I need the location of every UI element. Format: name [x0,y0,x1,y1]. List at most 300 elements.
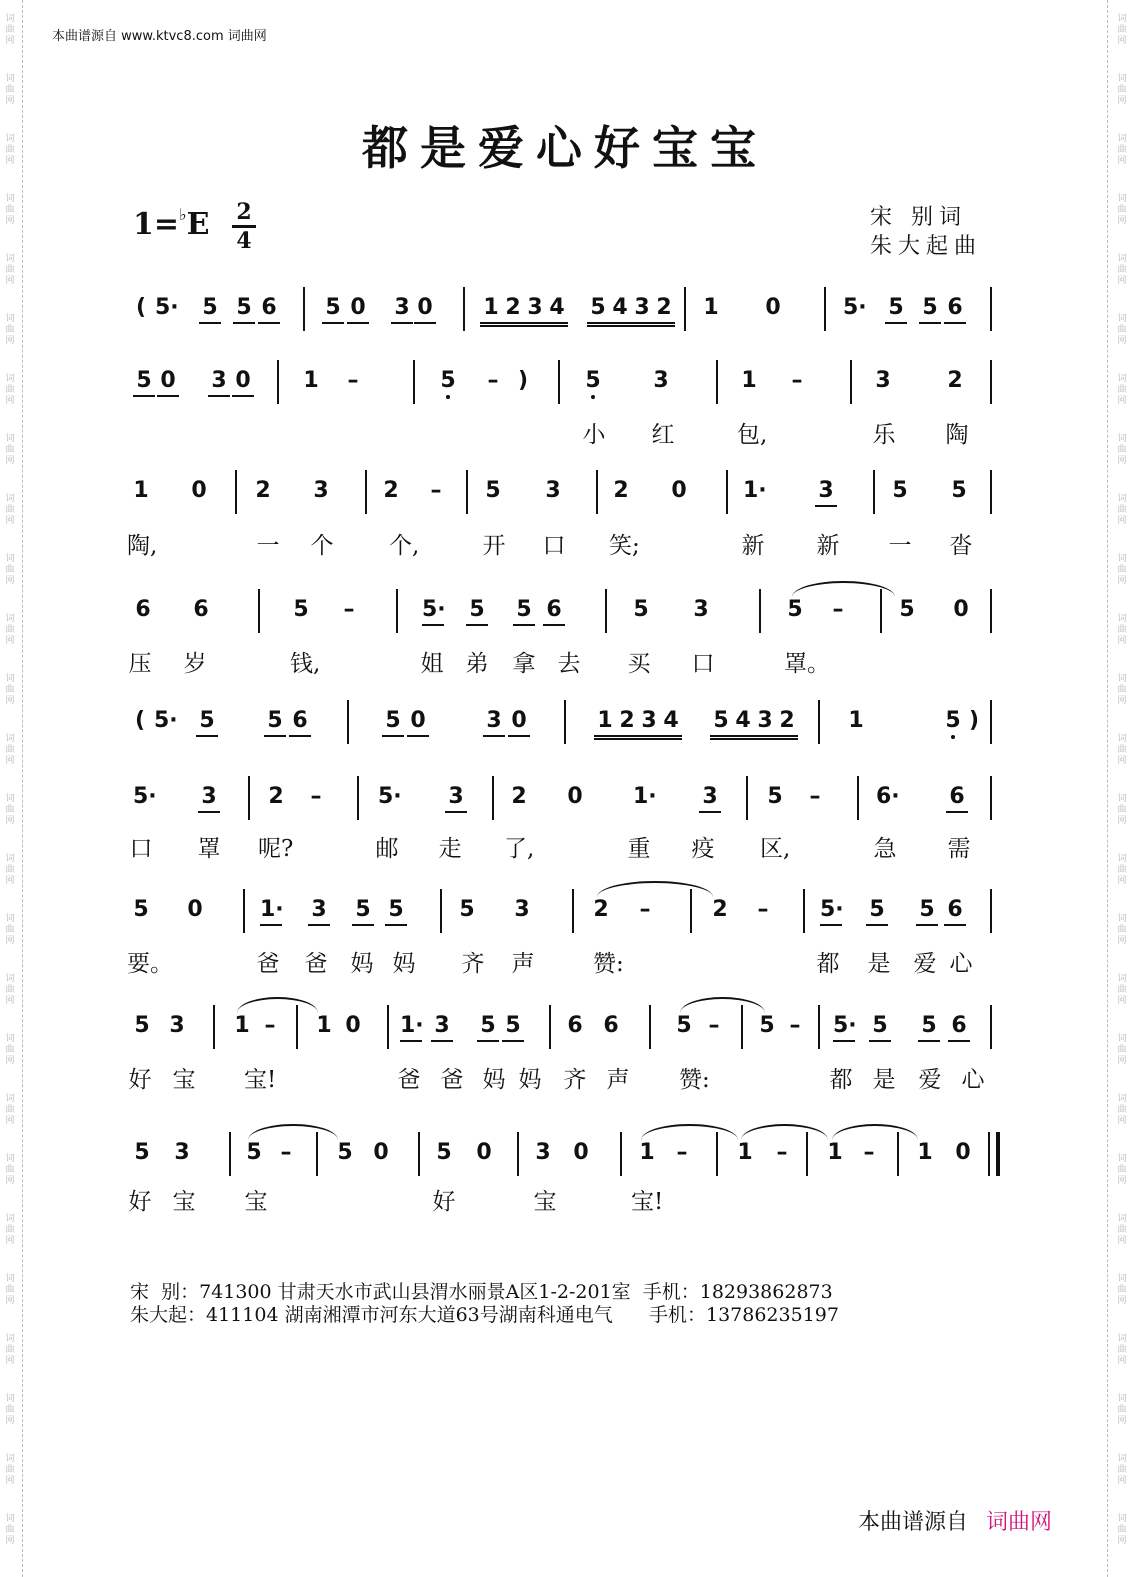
barline [229,1132,231,1176]
note-symbol: 5 [264,708,286,737]
note-symbol: 0 [347,295,369,324]
note-symbol: – [487,368,499,393]
side-watermark-text: 词 曲 网 [1117,794,1127,826]
note-symbol: 6 [946,784,968,813]
side-watermark-text: 词 曲 网 [1117,134,1127,166]
lyric-syllable: 爸 [256,951,280,977]
barline [277,360,279,404]
note-symbol: 1 [848,708,864,733]
barline [440,889,442,933]
note-symbol: 4 [546,295,568,327]
note-symbol: – [809,784,821,809]
note-symbol: – [280,1140,292,1165]
note-symbol: 6 [543,597,565,626]
side-watermark-text: 词 曲 网 [5,134,15,166]
barline [466,470,468,514]
footer-contact-composer: 朱大起：411104 湖南湘潭市河东大道63号湖南科通电气 手机：13786235197 [130,1304,839,1326]
note-symbol: ( [135,295,147,320]
note-symbol: 5 [582,368,604,394]
side-watermark-text: 词 曲 网 [5,1154,15,1186]
lyric-syllable: 了, [504,836,535,862]
barline [365,470,367,514]
barline [850,360,852,404]
lyric-syllable: 笑; [609,533,640,559]
note-symbol: 3 [693,597,709,622]
note-symbol: 1· [633,784,657,809]
note-symbol: 3 [545,478,561,503]
left-watermark-strip [0,0,23,1577]
note-symbol: 5 [352,897,374,926]
note-symbol: 6 [135,597,151,622]
time-numerator: 2 [236,199,252,225]
barline [517,1132,519,1176]
tie-arc [248,1124,338,1140]
note-symbol: 1 [234,1013,250,1038]
note-symbol: 1 [703,295,719,320]
barline [990,700,992,744]
lyric-syllable: 陶 [945,422,969,448]
side-watermark-text: 词 曲 网 [5,1454,15,1486]
barline [572,889,574,933]
source-prefix: 本曲谱源自 [52,29,118,44]
lyricist-credit: 宋 别词 [870,205,967,230]
barline [857,776,859,820]
note-symbol: – [676,1140,688,1165]
note-symbol: 6 [193,597,209,622]
side-watermark-text: 词 曲 网 [5,554,15,586]
lyric-syllable: 口 [691,651,715,677]
note-symbol: 5 [199,295,221,324]
right-watermark-strip [1107,0,1130,1577]
barline [387,1005,389,1049]
bottom-source-brand: 词曲网 [986,1510,1053,1535]
barline [649,1005,651,1049]
note-symbol: 5 [436,1140,452,1165]
song-title: 都是爱心好宝宝 [362,121,768,175]
note-symbol: 1· [400,1013,422,1042]
barline [303,287,305,331]
note-symbol: 5 [787,597,803,622]
side-watermark-text: 词 曲 网 [1117,734,1127,766]
note-symbol: 5 [710,708,732,740]
side-watermark-text: 词 曲 网 [5,314,15,346]
lyric-syllable: 新 [741,533,765,559]
note-symbol: 5 [133,368,155,397]
side-watermark-text: 词 曲 网 [5,1334,15,1366]
tie-arc [680,997,765,1013]
barline [396,589,398,633]
lyric-syllable: 宝 [533,1189,557,1215]
side-watermark-text: 词 曲 网 [5,374,15,406]
side-watermark-text: 词 曲 网 [1117,1334,1127,1366]
barline [803,889,805,933]
note-symbol: 5· [133,784,157,809]
note-symbol: 5 [918,1013,940,1042]
side-watermark-text: 词 曲 网 [1117,254,1127,286]
side-watermark-text: 词 曲 网 [5,14,15,46]
note-symbol: 0 [765,295,781,320]
note-symbol: 2 [502,295,524,327]
note-symbol: ) [968,708,980,733]
barline [990,776,992,820]
lyric-syllable: 都 [816,951,840,977]
note-symbol: 0 [476,1140,492,1165]
bottom-source-prefix: 本曲谱源自 [858,1510,969,1535]
barline [818,1005,820,1049]
note-symbol: 0 [414,295,436,324]
note-symbol: 5 [134,1013,150,1038]
note-symbol: 1· [260,897,282,926]
note-symbol: 4 [660,708,682,740]
note-symbol: 2 [383,478,399,503]
note-symbol: 1 [827,1140,843,1165]
lyric-syllable: 声 [606,1067,630,1093]
lyric-syllable: 邮 [375,836,399,862]
note-symbol: 6· [876,784,900,809]
note-symbol: 0 [407,708,429,737]
final-barline [988,1132,1000,1176]
lyric-syllable: 要。 [127,951,173,977]
note-symbol: 0 [671,478,687,503]
time-denominator: 4 [236,228,252,254]
composer-credit: 朱大起曲 [870,234,983,259]
note-symbol: 6 [603,1013,619,1038]
side-watermark-text: 词 曲 网 [5,1514,15,1546]
note-symbol: 5 [485,478,501,503]
note-symbol: 0 [232,368,254,397]
lyric-syllable: 开 [482,533,506,559]
note-symbol: 2 [947,368,963,393]
barline [990,360,992,404]
note-symbol: 3 [631,295,653,327]
note-symbol: 0 [567,784,583,809]
side-watermark-text: 词 曲 网 [5,494,15,526]
barline [243,889,245,933]
note-symbol: – [430,478,442,503]
side-watermark-text: 词 曲 网 [5,194,15,226]
note-symbol: 3 [169,1013,185,1038]
time-signature [232,200,256,253]
lyric-syllable: 呢? [258,836,294,862]
lyric-syllable: 爸 [397,1067,421,1093]
lyric-syllable: 乐 [872,422,896,448]
barline [564,700,566,744]
note-symbol: 3 [653,368,669,393]
lyric-syllable: 妈 [482,1067,506,1093]
note-symbol: 5 [916,897,938,926]
note-symbol: 5 [892,478,908,503]
side-watermark-text: 词 曲 网 [1117,914,1127,946]
lyric-syllable: 宝! [631,1189,664,1215]
key-signature [133,205,209,242]
barline [818,700,820,744]
lyric-syllable: 是 [872,1067,896,1093]
note-symbol: 5 [196,708,218,737]
note-symbol: 1 [737,1140,753,1165]
side-watermark-text: 词 曲 网 [1117,974,1127,1006]
lyric-syllable: 弟 [465,651,489,677]
note-symbol: 5· [422,597,444,626]
note-symbol: 3 [431,1013,453,1042]
note-symbol: 3 [699,784,721,813]
note-symbol: – [343,597,355,622]
note-symbol: 0 [508,708,530,737]
lyric-syllable: 爸 [304,951,328,977]
tie-arc [741,1124,828,1140]
note-symbol: 1 [316,1013,332,1038]
note-symbol: 1 [480,295,502,327]
note-symbol: 2 [593,897,609,922]
note-symbol: – [863,1140,875,1165]
side-watermark-text: 词 曲 网 [5,854,15,886]
lyric-syllable: 齐 [461,951,485,977]
note-symbol: – [789,1013,801,1038]
side-watermark-text: 词 曲 网 [1117,314,1127,346]
note-symbol: ( [134,708,146,733]
side-watermark-text: 词 曲 网 [1117,1094,1127,1126]
lyric-syllable: 爱 [918,1067,942,1093]
note-symbol: – [708,1013,720,1038]
note-symbol: 1 [741,368,757,393]
note-symbol: 5 [767,784,783,809]
note-symbol: 3 [445,784,467,813]
note-symbol: 5 [233,295,255,324]
note-symbol: 5 [382,708,404,737]
note-symbol: 1 [917,1140,933,1165]
note-symbol: 5 [133,897,149,922]
lyric-syllable: 爱 [913,951,937,977]
note-symbol: 1 [133,478,149,503]
lyric-syllable: 好 [128,1189,152,1215]
lyric-syllable: 宝 [172,1067,196,1093]
note-symbol: 0 [157,368,179,397]
note-symbol: 5 [899,597,915,622]
side-watermark-text: 词 曲 网 [5,1214,15,1246]
lyric-syllable: 都 [829,1067,853,1093]
note-symbol: 1 [639,1140,655,1165]
note-symbol: 5 [337,1140,353,1165]
lyric-syllable: 疫 [691,836,715,862]
barline [990,470,992,514]
tie-arc [641,1124,738,1140]
lyric-syllable: 沓 [949,533,973,559]
lyric-syllable: 罩 [197,836,221,862]
note-symbol: 3 [535,1140,551,1165]
note-symbol: 3 [198,784,220,813]
barline [990,589,992,633]
lyric-syllable: 妈 [518,1067,542,1093]
lyric-syllable: 拿 [512,651,536,677]
note-symbol: 5 [942,708,964,734]
lyric-syllable: 宝 [172,1189,196,1215]
barline [759,589,761,633]
note-symbol: 5 [513,597,535,626]
lyric-syllable: 赞: [679,1067,710,1093]
note-symbol: 2 [776,708,798,740]
note-symbol: 0 [373,1140,389,1165]
side-watermark-text: 词 曲 网 [1117,1454,1127,1486]
note-symbol: 0 [345,1013,361,1038]
barline [605,589,607,633]
lyric-syllable: 妈 [350,951,374,977]
note-symbol: 2 [653,295,675,327]
lyric-syllable: 小 [582,422,606,448]
side-watermark-text: 词 曲 网 [1117,614,1127,646]
note-symbol: 5· [833,1013,855,1042]
side-watermark-text: 词 曲 网 [1117,374,1127,406]
note-symbol: 3 [313,478,329,503]
lyric-syllable: 宝 [244,1189,268,1215]
barline [873,470,875,514]
barline [413,360,415,404]
lyric-syllable: 红 [651,422,675,448]
side-watermark-text: 词 曲 网 [5,614,15,646]
lyric-syllable: 新 [816,533,840,559]
side-watermark-text: 词 曲 网 [1117,74,1127,106]
source-site: 词曲网 [227,29,267,44]
lyric-syllable: 心 [961,1067,985,1093]
note-symbol: 5 [866,897,888,926]
lyric-syllable: 需 [947,836,971,862]
side-watermark-text: 词 曲 网 [1117,1034,1127,1066]
note-symbol: 3 [754,708,776,740]
lyric-syllable: 赞: [593,951,624,977]
lyric-syllable: 一 [888,533,912,559]
lyric-syllable: 是 [867,951,891,977]
key-note: E [186,207,210,242]
barline [357,776,359,820]
note-symbol: 6 [258,295,280,324]
side-watermark-text: 词 曲 网 [5,434,15,466]
side-watermark-text: 词 曲 网 [5,1274,15,1306]
lyric-syllable: 爸 [440,1067,464,1093]
side-watermark-text: 词 曲 网 [1117,14,1127,46]
lyric-syllable: 齐 [563,1067,587,1093]
flat-sign: ♭ [179,205,187,224]
side-watermark-text: 词 曲 网 [1117,1514,1127,1546]
lyric-syllable: 陶, [127,533,158,559]
lyric-syllable: 重 [627,836,651,862]
barline [716,360,718,404]
lyric-syllable: 岁 [183,651,207,677]
note-symbol: 5 [951,478,967,503]
lyric-syllable: 姐 [420,651,444,677]
note-symbol: 3 [524,295,546,327]
footer-contact-lyricist: 宋 别：741300 甘肃天水市武山县渭水丽景A区1-2-201室 手机：18293862873 [130,1281,833,1303]
side-watermark-text: 词 曲 网 [5,1094,15,1126]
lyric-syllable: 心 [949,951,973,977]
note-symbol: 5 [466,597,488,626]
bottom-source [858,1505,1052,1536]
note-symbol: 5· [154,708,178,733]
lyric-syllable: 妈 [392,951,416,977]
note-symbol: 3 [208,368,230,397]
note-symbol: – [776,1140,788,1165]
note-symbol: 5 [293,597,309,622]
note-symbol: 0 [191,478,207,503]
lyric-syllable: 钱, [290,651,321,677]
note-symbol: 2 [616,708,638,740]
barline [596,470,598,514]
note-symbol: 2 [255,478,271,503]
barline [824,287,826,331]
note-symbol: 6 [289,708,311,737]
note-symbol: – [832,597,844,622]
note-symbol: 5 [633,597,649,622]
barline [248,776,250,820]
lyric-syllable: 压 [128,651,152,677]
lyric-syllable: 买 [627,651,651,677]
barline [620,1132,622,1176]
note-symbol: 5 [885,295,907,324]
top-source-line [52,25,267,44]
lyric-syllable: 罩。 [784,651,830,677]
note-symbol: 5 [759,1013,775,1038]
note-symbol: 3 [391,295,413,324]
side-watermark-text: 词 曲 网 [1117,434,1127,466]
note-symbol: 5 [437,368,459,394]
key-prefix: 1= [133,207,180,242]
note-symbol: – [310,784,322,809]
lyric-syllable: 口 [129,836,153,862]
side-watermark-text: 词 曲 网 [5,794,15,826]
note-symbol: 2 [268,784,284,809]
lyric-syllable: 个 [310,533,334,559]
note-symbol: 3 [815,478,837,507]
lyric-syllable: 口 [542,533,566,559]
note-symbol: – [264,1013,276,1038]
side-watermark-text: 词 曲 网 [5,74,15,106]
side-watermark-text: 词 曲 网 [5,734,15,766]
side-watermark-text: 词 曲 网 [5,1394,15,1426]
barline [684,287,686,331]
note-symbol: 6 [567,1013,583,1038]
lyric-syllable: 急 [873,836,897,862]
source-url: www.ktvc8.com [121,29,224,44]
note-symbol: 3 [483,708,505,737]
note-symbol: 5· [155,295,179,320]
side-watermark-text: 词 曲 网 [1117,854,1127,886]
note-symbol: 5 [587,295,609,327]
lyric-syllable: 个, [389,533,420,559]
note-symbol: – [791,368,803,393]
side-watermark-text: 词 曲 网 [1117,554,1127,586]
note-symbol: – [757,897,769,922]
barline [463,287,465,331]
side-watermark-text: 词 曲 网 [1117,494,1127,526]
note-symbol: 5 [477,1013,499,1042]
note-symbol: 4 [732,708,754,740]
note-symbol: 5· [843,295,867,320]
note-symbol: 3 [514,897,530,922]
note-symbol: 5 [869,1013,891,1042]
note-symbol: 5· [820,897,842,926]
barline [258,589,260,633]
side-watermark-text: 词 曲 网 [1117,194,1127,226]
barline [418,1132,420,1176]
lyric-syllable: 声 [511,951,535,977]
barline [235,470,237,514]
side-watermark-text: 词 曲 网 [5,974,15,1006]
note-symbol: ) [517,368,529,393]
note-symbol: 6 [944,295,966,324]
note-symbol: 5 [459,897,475,922]
note-symbol: 5 [134,1140,150,1165]
side-watermark-text: 词 曲 网 [5,254,15,286]
tie-arc [237,997,318,1013]
side-watermark-text: 词 曲 网 [5,1034,15,1066]
note-symbol: – [639,897,651,922]
